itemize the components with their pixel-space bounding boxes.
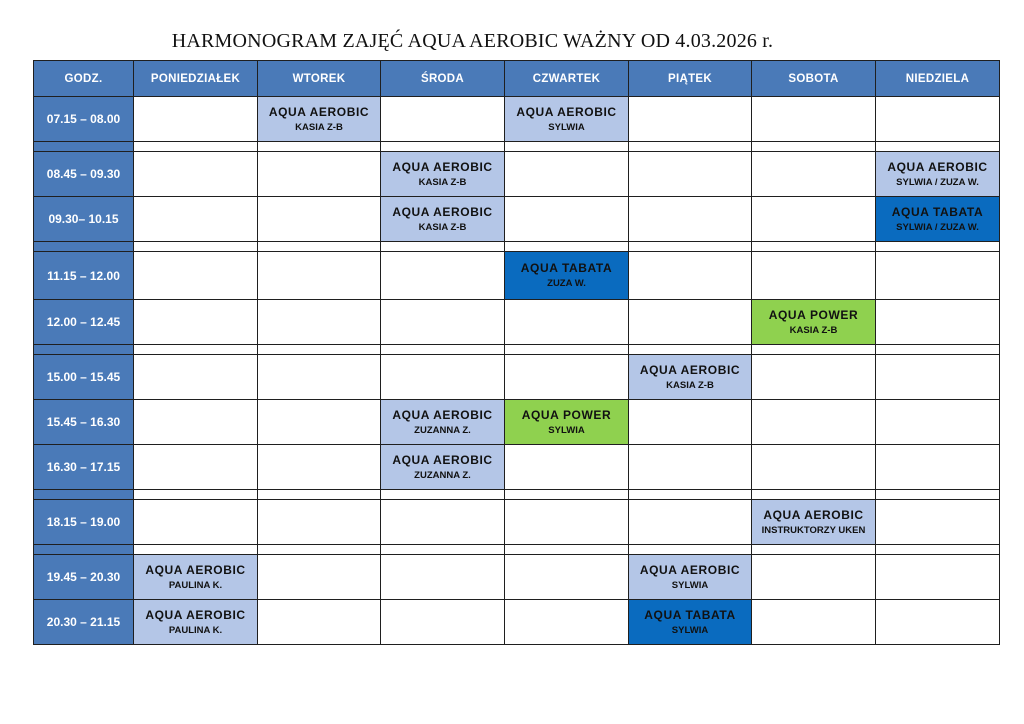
gap-cell [381,242,505,252]
column-header-friday: PIĄTEK [629,61,752,97]
class-name: AQUA AEROBIC [392,407,493,422]
class-name: AQUA TABATA [520,261,613,275]
empty-cell [876,445,1000,490]
gap-cell [34,545,134,555]
empty-cell [381,555,505,600]
time-slot-row [34,97,1000,142]
empty-cell [381,252,505,300]
time-label: 08.45 – 09.30 [34,152,134,197]
class-cell [752,300,876,345]
gap-cell [505,345,629,355]
class-cell [876,152,1000,197]
instructor-name: ZUZANNA Z. [414,469,471,481]
gap-cell [505,242,629,252]
class-cell [381,400,505,445]
column-header-wednesday: ŚRODA [381,61,505,97]
empty-cell [752,97,876,142]
gap-row [34,345,1000,355]
time-label: 09.30– 10.15 [34,197,134,242]
empty-cell [876,300,1000,345]
empty-cell [258,600,381,645]
class-cell [752,500,876,545]
gap-cell [752,545,876,555]
class-name: AQUA POWER [768,307,859,322]
class-name: AQUA AEROBIC [392,452,493,467]
gap-cell [34,490,134,500]
empty-cell [258,300,381,345]
class-name: AQUA POWER [521,407,612,422]
empty-cell [381,97,505,142]
time-slot-row [34,252,1000,300]
gap-cell [258,142,381,152]
gap-cell [505,490,629,500]
empty-cell [258,152,381,197]
empty-cell [629,300,752,345]
gap-row [34,545,1000,555]
class-name: AQUA AEROBIC [392,204,493,219]
time-label: 11.15 – 12.00 [34,252,134,300]
instructor-name: KASIA Z-B [789,324,838,336]
gap-cell [505,545,629,555]
column-header-monday: PONIEDZIAŁEK [134,61,258,97]
empty-cell [876,97,1000,142]
time-label: 12.00 – 12.45 [34,300,134,345]
gap-row [34,490,1000,500]
class-cell [134,555,258,600]
gap-cell [505,142,629,152]
instructor-name: KASIA Z-B [418,221,467,233]
schedule-table [33,60,1000,645]
class-name: AQUA AEROBIC [516,104,617,119]
gap-cell [34,345,134,355]
time-slot-row [34,555,1000,600]
instructor-name: ZUZANNA Z. [414,424,471,436]
gap-cell [134,142,258,152]
empty-cell [752,197,876,242]
time-label: 18.15 – 19.00 [34,500,134,545]
empty-cell [876,555,1000,600]
gap-cell [752,490,876,500]
gap-cell [629,490,752,500]
time-slot-row [34,445,1000,490]
class-cell [381,197,505,242]
gap-cell [258,242,381,252]
gap-cell [134,345,258,355]
empty-cell [876,355,1000,400]
empty-cell [134,97,258,142]
column-header-saturday: SOBOTA [752,61,876,97]
empty-cell [752,600,876,645]
gap-cell [134,242,258,252]
empty-cell [381,600,505,645]
instructor-name: KASIA Z-B [418,176,467,188]
empty-cell [629,97,752,142]
time-slot-row [34,300,1000,345]
time-slot-row [34,355,1000,400]
class-name: AQUA AEROBIC [887,159,988,174]
empty-cell [381,500,505,545]
empty-cell [258,500,381,545]
gap-cell [381,490,505,500]
gap-cell [258,545,381,555]
empty-cell [505,555,629,600]
gap-cell [258,345,381,355]
gap-cell [876,545,1000,555]
gap-row [34,242,1000,252]
class-cell [876,197,1000,242]
empty-cell [134,300,258,345]
instructor-name: SYLWIA / ZUZA W. [896,221,979,233]
gap-cell [629,545,752,555]
gap-cell [381,545,505,555]
class-cell [629,600,752,645]
instructor-name: SYLWIA / ZUZA W. [896,176,979,188]
instructor-name: ZUZA W. [547,278,586,289]
column-header-sunday: NIEDZIELA [876,61,1000,97]
gap-row [34,142,1000,152]
class-cell [381,445,505,490]
time-slot-row [34,600,1000,645]
gap-cell [876,142,1000,152]
empty-cell [134,252,258,300]
instructor-name: SYLWIA [548,424,585,436]
time-label: 19.45 – 20.30 [34,555,134,600]
empty-cell [134,500,258,545]
empty-cell [629,197,752,242]
gap-cell [629,345,752,355]
class-cell [629,555,752,600]
empty-cell [505,300,629,345]
class-name: AQUA AEROBIC [392,159,493,174]
empty-cell [134,197,258,242]
class-cell [505,97,629,142]
class-cell [134,600,258,645]
empty-cell [752,252,876,300]
empty-cell [752,555,876,600]
empty-cell [505,355,629,400]
class-name: AQUA TABATA [891,204,984,219]
empty-cell [505,600,629,645]
empty-cell [876,600,1000,645]
instructor-name: SYLWIA [548,121,585,133]
empty-cell [258,197,381,242]
class-cell [258,97,381,142]
gap-cell [876,490,1000,500]
class-name: AQUA AEROBIC [763,507,864,522]
class-name: AQUA AEROBIC [639,562,741,577]
instructor-name: KASIA Z-B [666,379,714,391]
class-name: AQUA TABATA [644,607,736,622]
instructor-name: SYLWIA [671,579,709,591]
empty-cell [629,152,752,197]
schedule-body [34,97,1000,645]
time-label: 07.15 – 08.00 [34,97,134,142]
class-name: AQUA AEROBIC [145,562,246,577]
column-header-tuesday: WTOREK [258,61,381,97]
class-cell [505,252,629,300]
column-header-time: GODZ. [34,61,134,97]
column-header-thursday: CZWARTEK [505,61,629,97]
page-title: HARMONOGRAM ZAJĘĆ AQUA AEROBIC WAŻNY OD 4.03.2026 r. [171,30,774,52]
empty-cell [876,400,1000,445]
empty-cell [134,445,258,490]
gap-cell [34,142,134,152]
empty-cell [381,300,505,345]
time-label: 20.30 – 21.15 [34,600,134,645]
time-slot-row [34,152,1000,197]
empty-cell [752,400,876,445]
gap-cell [876,242,1000,252]
time-slot-row [34,197,1000,242]
class-cell [381,152,505,197]
empty-cell [258,555,381,600]
class-cell [629,355,752,400]
gap-cell [134,545,258,555]
gap-cell [752,142,876,152]
empty-cell [752,445,876,490]
time-slot-row [34,400,1000,445]
empty-cell [505,197,629,242]
time-label: 15.45 – 16.30 [34,400,134,445]
gap-cell [629,242,752,252]
class-name: AQUA AEROBIC [268,104,370,119]
instructor-name: PAULINA K. [168,624,223,636]
empty-cell [258,445,381,490]
gap-cell [629,142,752,152]
empty-cell [134,400,258,445]
empty-cell [629,500,752,545]
class-name: AQUA AEROBIC [639,362,741,377]
instructor-name: SYLWIA [671,624,709,636]
instructor-name: KASIA Z-B [295,121,343,133]
time-label: 16.30 – 17.15 [34,445,134,490]
class-cell [505,400,629,445]
time-label: 15.00 – 15.45 [34,355,134,400]
empty-cell [134,355,258,400]
empty-cell [876,500,1000,545]
empty-cell [629,400,752,445]
empty-cell [258,252,381,300]
empty-cell [258,400,381,445]
empty-cell [629,252,752,300]
instructor-name: INSTRUKTORZY UKEN [761,524,866,536]
empty-cell [381,355,505,400]
gap-cell [134,490,258,500]
instructor-name: PAULINA K. [168,579,223,591]
gap-cell [876,345,1000,355]
gap-cell [34,242,134,252]
gap-cell [381,142,505,152]
empty-cell [752,355,876,400]
gap-cell [752,345,876,355]
gap-cell [258,490,381,500]
time-slot-row [34,500,1000,545]
gap-cell [752,242,876,252]
class-name: AQUA AEROBIC [145,607,246,622]
empty-cell [258,355,381,400]
empty-cell [505,445,629,490]
gap-cell [381,345,505,355]
empty-cell [752,152,876,197]
empty-cell [876,252,1000,300]
empty-cell [629,445,752,490]
header-row [34,61,1000,97]
empty-cell [505,500,629,545]
empty-cell [134,152,258,197]
empty-cell [505,152,629,197]
